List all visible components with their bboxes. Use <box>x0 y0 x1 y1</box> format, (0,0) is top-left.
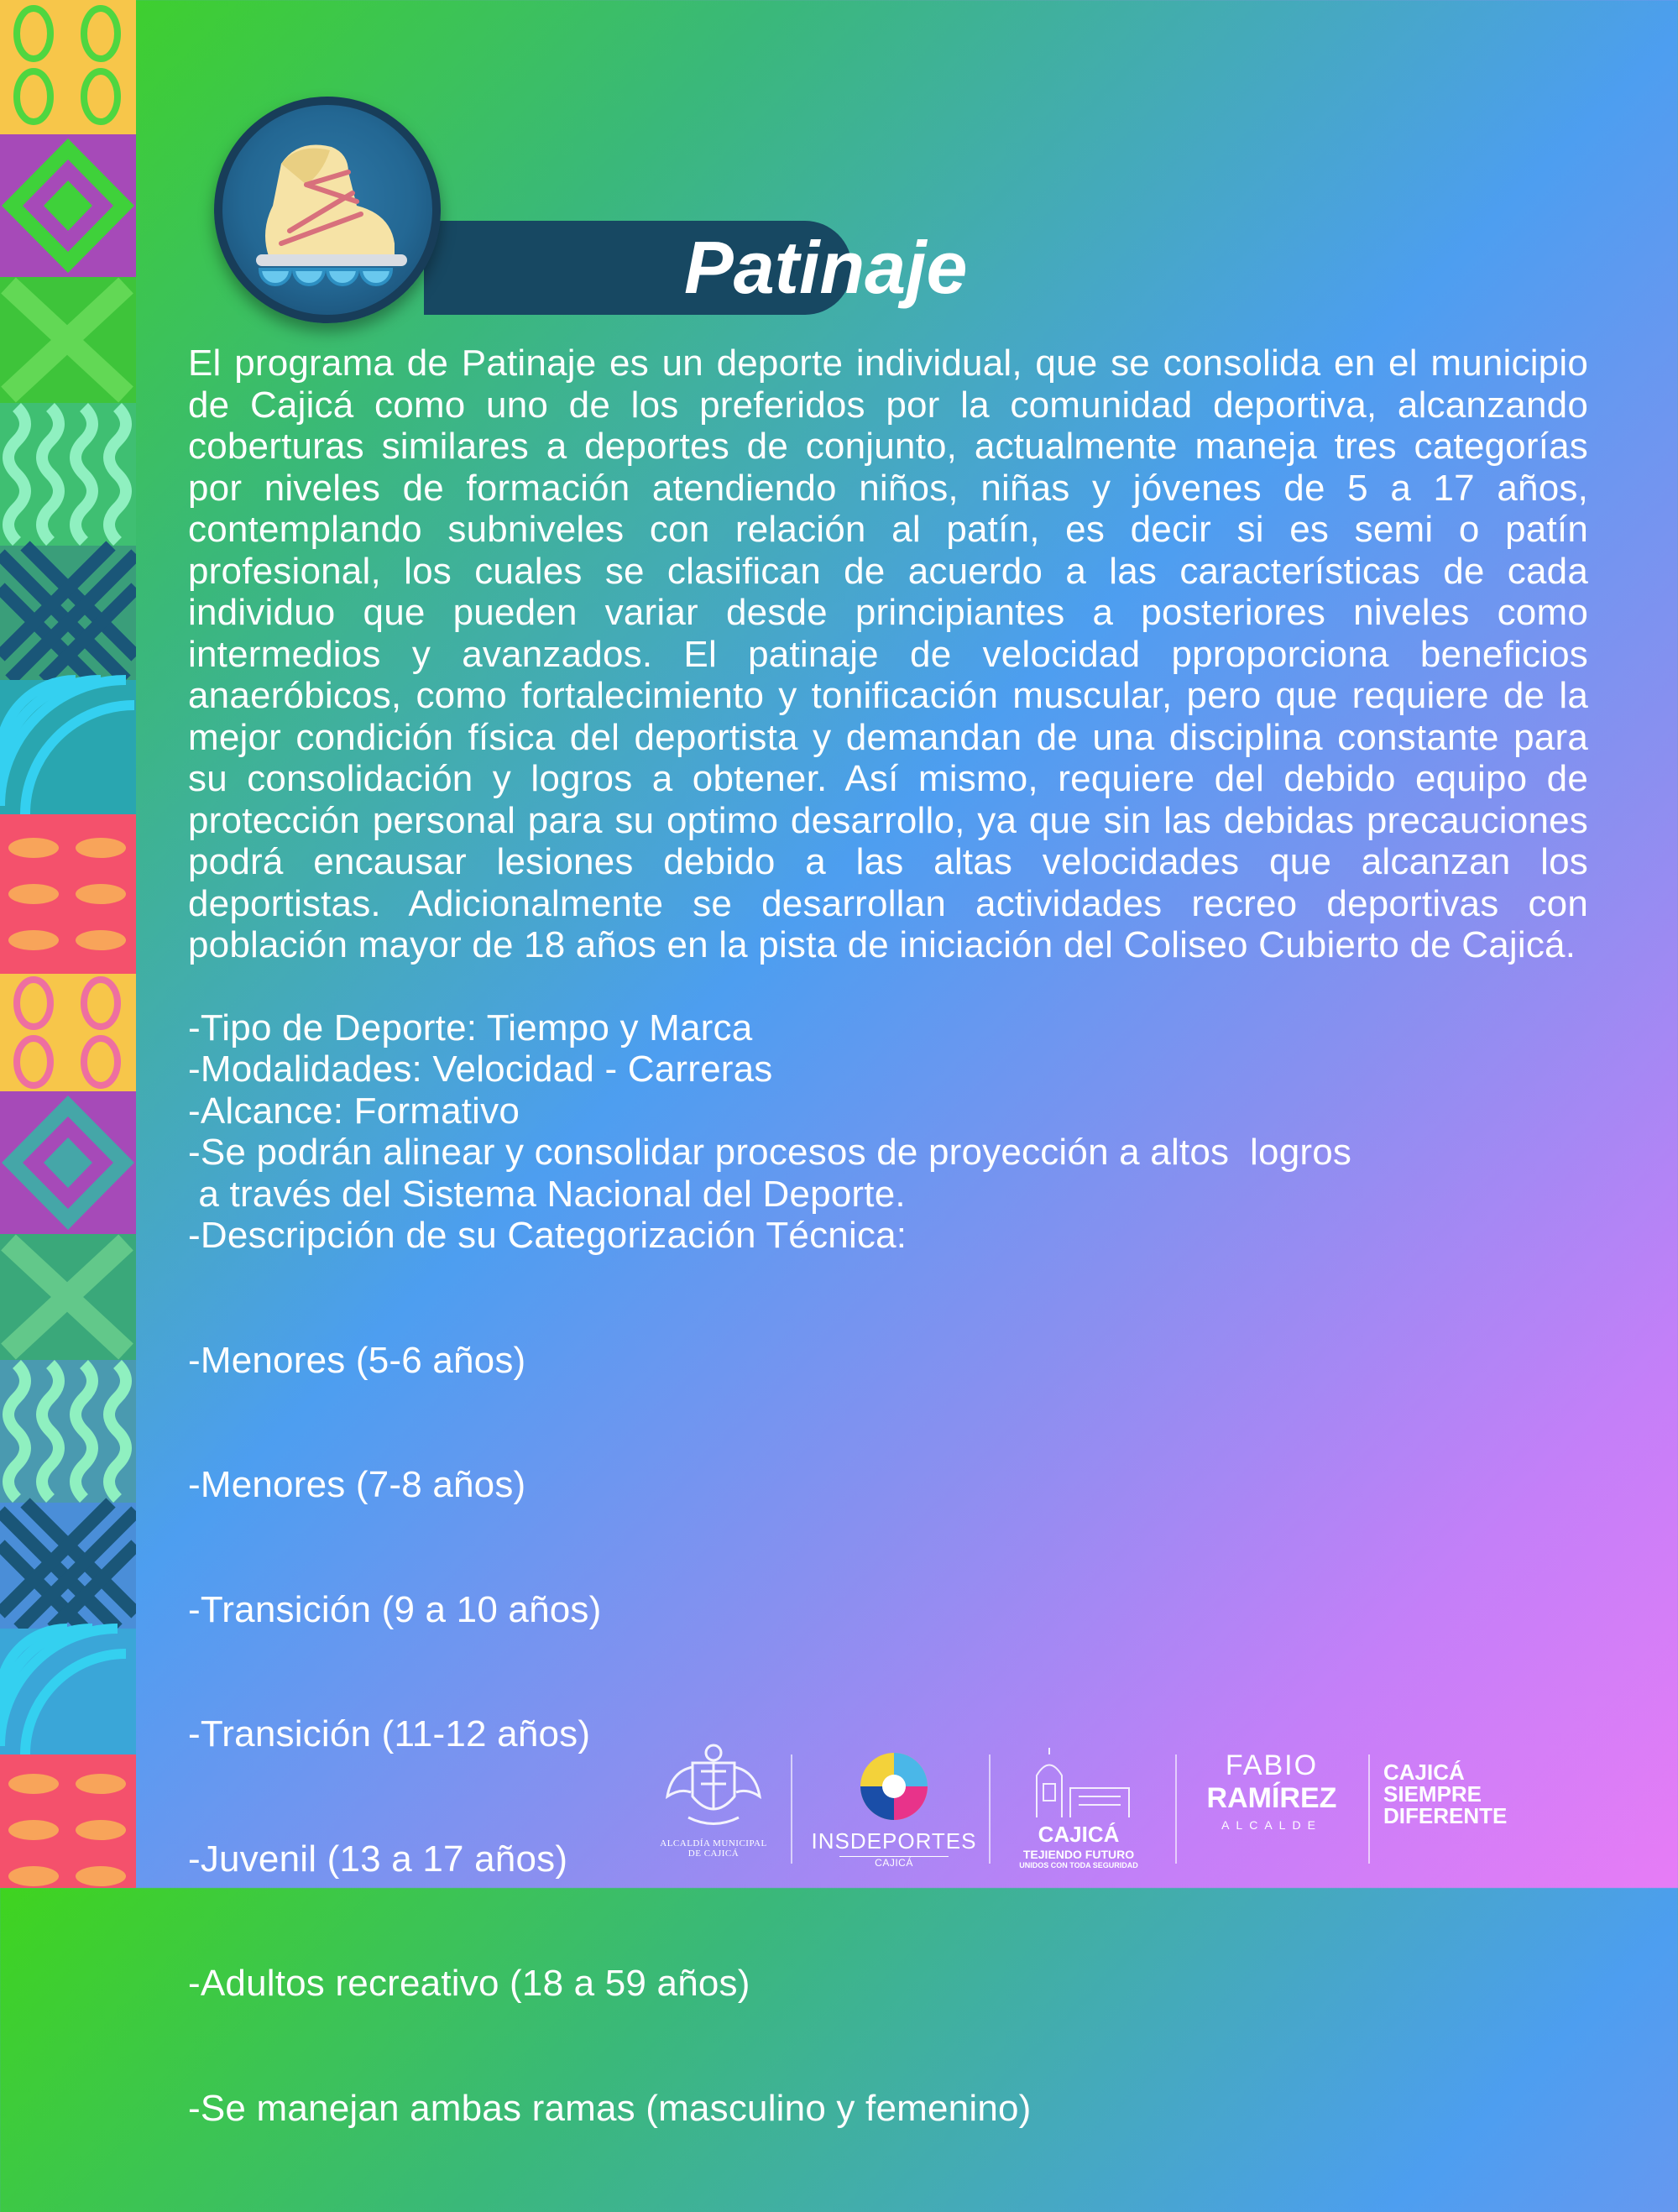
decorative-pattern-strip <box>0 0 136 1888</box>
sport-type: -Tipo de Deporte: Tiempo y Marca <box>188 1007 1588 1049</box>
footer-divider <box>791 1754 792 1864</box>
pattern-svg <box>0 0 136 1888</box>
footer-divider <box>989 1754 991 1864</box>
siempre-line-3: DIFERENTE <box>1383 1805 1602 1827</box>
insdeportes-emblem-icon <box>852 1744 936 1828</box>
header-badge <box>214 80 852 323</box>
category-item: -Menores (5-6 años) <box>188 1340 1588 1382</box>
roller-skate-icon <box>214 97 441 323</box>
title-pill <box>424 221 852 315</box>
alcalde-label: ALCALDE <box>1188 1818 1356 1832</box>
page-title: Patinaje <box>684 221 967 315</box>
tejiendo-label: TEJIENDO FUTURO <box>999 1848 1158 1861</box>
cajica-tejiendo-logo <box>999 1738 1158 1876</box>
siempre-line-1: CAJICÁ <box>1383 1761 1602 1783</box>
category-item: -Transición (11-12 años) <box>188 1713 1588 1755</box>
alcaldia-line-1: ALCALDÍA MUNICIPAL <box>655 1838 772 1849</box>
roller-skate-icon-svg <box>222 105 432 315</box>
footer-logos <box>655 1738 1603 1876</box>
alcaldia-line-2: DE CAJICÁ <box>655 1849 772 1859</box>
main-content <box>188 343 1588 2212</box>
category-item: -Menores (7-8 años) <box>188 1464 1588 1506</box>
category-item: -Juvenil (13 a 17 años) <box>188 1838 1588 1880</box>
footer-divider <box>1175 1754 1177 1864</box>
info-list <box>188 1007 1588 2212</box>
insdeportes-sub: CAJICÁ <box>839 1856 949 1869</box>
category-item: -Se manejan ambas ramas (masculino y femenino) <box>188 2088 1588 2130</box>
projection-line-2: a través del Sistema Nacional del Deporte. <box>188 1174 1588 1216</box>
fabio-label: FABIO <box>1188 1749 1356 1782</box>
projection-line-1: -Se podrán alinear y consolidar procesos de proyección a altos logros <box>188 1132 1588 1174</box>
insdeportes-label: INSDEPORTES <box>806 1828 982 1854</box>
unidos-label: UNIDOS CON TODA SEGURIDAD <box>999 1861 1158 1869</box>
category-item: -Adultos recreativo (18 a 59 años) <box>188 1963 1588 2005</box>
cajica-label: CAJICÁ <box>999 1822 1158 1848</box>
fabio-ramirez-logo <box>1188 1738 1356 1888</box>
footer-divider <box>1368 1754 1370 1864</box>
cajica-siempre-diferente-logo <box>1383 1738 1602 1900</box>
description-paragraph: El programa de Patinaje es un deporte individual, que se consolida en el municipio de Cajicá como uno de los preferidos por la comunidad deportiva, alcanzando coberturas similares a deportes de conjunto, actualmente maneja tres categorías por niveles de formación atendiendo niños, niñas y jóvenes de 5 a 17 años, contemplando subniveles con relación al patín, es decir si es semi o patín profesional, los cuales se clasifican de acuerdo a las características de cada individuo que pueden variar desde principiantes a posteriores niveles como intermedios y avanzados. El patinaje de velocidad pproporciona beneficios anaeróbicos, como fortalecimiento y tonificación muscular, pero que requiere de la mejor condición física del deportista y demandan de una disciplina constante para su consolidación y logros a obtener. Así mismo, requiere del debido equipo de protección personal para su optimo desarrollo, ya que sin las debidas precauciones podrá encausar lesiones debido a las altas velocidades que alcanzan los deportistas. Adicionalmente se desarrollan actividades recreo deportivas con población mayor de 18 años en la pista de iniciación del Coliseo Cubierto de Cajicá. <box>188 343 1588 966</box>
siempre-line-2: SIEMPRE <box>1383 1783 1602 1805</box>
insdeportes-logo <box>806 1738 982 1876</box>
alcaldia-logo <box>655 1738 772 1876</box>
scope: -Alcance: Formativo <box>188 1090 1588 1132</box>
category-item: -Transición (9 a 10 años) <box>188 1589 1588 1631</box>
categorization-heading: -Descripción de su Categorización Técnica: <box>188 1215 1588 1257</box>
modalities: -Modalidades: Velocidad - Carreras <box>188 1048 1588 1090</box>
category-list <box>188 1257 1588 2212</box>
coat-of-arms-icon <box>659 1738 768 1838</box>
ramirez-label: RAMÍREZ <box>1188 1782 1356 1815</box>
church-outline-icon <box>1012 1746 1146 1822</box>
